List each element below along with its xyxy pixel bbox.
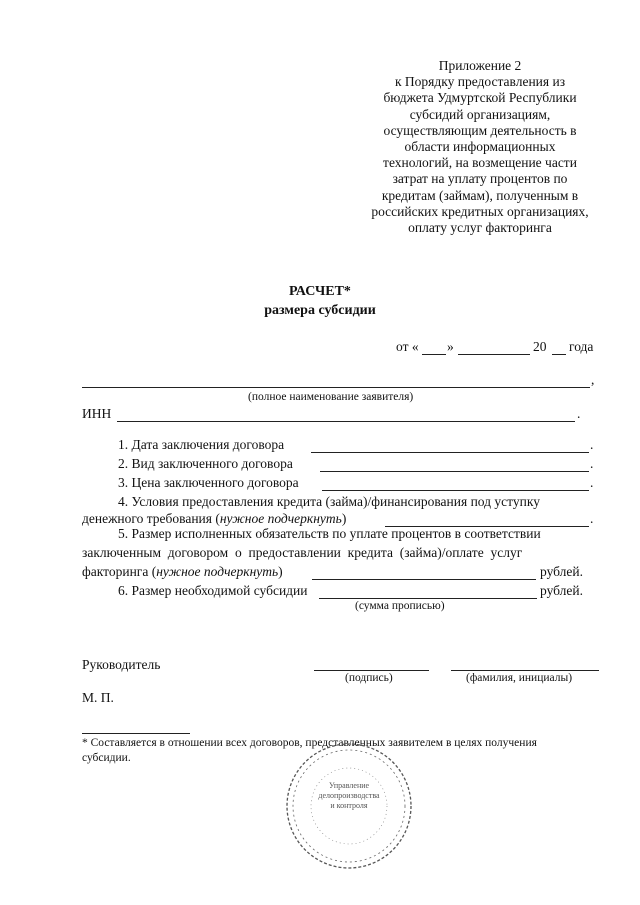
item-4-text-a: 4. Условия предоставления кредита (займа)/финансирования под уступку: [118, 494, 540, 509]
appendix-line: области информационных: [404, 139, 556, 155]
item-6-field[interactable]: [319, 598, 537, 599]
office-stamp-seal: [283, 740, 415, 872]
appendix-line: технологий, на возмещение части: [383, 155, 577, 171]
item-5-text-d: ): [278, 564, 283, 579]
appendix-line: субсидий организациям,: [409, 106, 551, 122]
item-4-end: .: [590, 511, 594, 526]
date-quote-close: »: [447, 339, 454, 354]
item-5-line-1: 5. Размер исполненных обязательств по уплате процентов в соответствии: [118, 526, 541, 541]
name-caption: (фамилия, инициалы): [466, 672, 573, 684]
item-5-line-2: заключенным договором о предоставлении кредита (займа)/оплате услуг: [82, 545, 523, 560]
seal-label: М. П.: [82, 690, 114, 705]
appendix-line: бюджета Удмуртской Республики: [383, 90, 577, 106]
date-month-field[interactable]: [458, 354, 530, 355]
item-3-field[interactable]: [322, 490, 589, 491]
applicant-name-field[interactable]: [82, 387, 590, 388]
item-5-text-c: факторинга (: [82, 564, 157, 579]
sum-caption: (сумма прописью): [355, 600, 445, 612]
appendix-line: осуществляющим деятельность в: [383, 122, 577, 138]
signature-field[interactable]: [314, 670, 429, 671]
inn-end: .: [577, 406, 581, 421]
footnote-line-1: * Составляется в отношении всех договоров, представленных заявителем в целях получения: [82, 737, 537, 749]
item-4-text-c: ): [341, 511, 347, 526]
item-4-italic: нужное подчеркнуть: [219, 511, 342, 526]
inn-field[interactable]: [117, 421, 575, 422]
name-field[interactable]: [451, 670, 599, 671]
applicant-name-caption: (полное наименование заявителя): [248, 391, 414, 403]
item-3-end: .: [590, 475, 594, 490]
head-label: Руководитель: [82, 657, 161, 672]
stamp-line-1: Управление: [328, 781, 370, 790]
item-5-rubles: рублей.: [540, 564, 584, 579]
item-2-field[interactable]: [320, 471, 589, 472]
date-year-prefix: 20: [533, 339, 547, 354]
stamp-line-3: и контроля: [330, 801, 368, 810]
item-1-field[interactable]: [311, 452, 589, 453]
document-subtitle: размера субсидии: [264, 303, 376, 318]
applicant-comma: ,: [591, 372, 595, 387]
appendix-header: [340, 58, 620, 236]
item-4-line-1: [82, 492, 593, 511]
item-6-rubles: рублей.: [540, 583, 584, 598]
date-day-field[interactable]: [422, 354, 446, 355]
item-4-text-b: денежного требования (: [82, 511, 220, 526]
item-5-italic: нужное подчеркнуть: [156, 564, 279, 579]
document-title: РАСЧЕТ*: [289, 284, 351, 299]
date-year-field[interactable]: [552, 354, 566, 355]
appendix-line: к Порядку предоставления из: [394, 74, 566, 90]
item-3-label: 3. Цена заключенного договора: [118, 475, 299, 490]
item-5-field[interactable]: [312, 579, 536, 580]
appendix-line: Приложение 2: [438, 58, 522, 73]
item-5-line-3: [82, 564, 283, 580]
footnote-line-2: субсидии.: [82, 752, 131, 764]
item-1-end: .: [590, 437, 594, 452]
appendix-line: кредитам (займам), полученным в: [381, 187, 579, 203]
stamp-line-2: делопроизводства: [318, 791, 380, 800]
item-6-label: 6. Размер необходимой субсидии: [118, 583, 308, 598]
item-2-label: 2. Вид заключенного договора: [118, 456, 293, 471]
item-4-line-2: [82, 511, 346, 527]
footnote-divider: [82, 733, 190, 734]
item-2-end: .: [590, 456, 594, 471]
appendix-line: российских кредитных организациях,: [371, 203, 589, 219]
item-1-label: 1. Дата заключения договора: [118, 437, 285, 452]
appendix-line: оплату услуг факторинга: [408, 220, 552, 236]
date-suffix: года: [569, 339, 594, 354]
inn-label: ИНН: [82, 406, 112, 421]
appendix-line: затрат на уплату процентов по: [392, 171, 568, 187]
date-prefix: от «: [396, 339, 419, 354]
signature-caption: (подпись): [345, 672, 393, 684]
